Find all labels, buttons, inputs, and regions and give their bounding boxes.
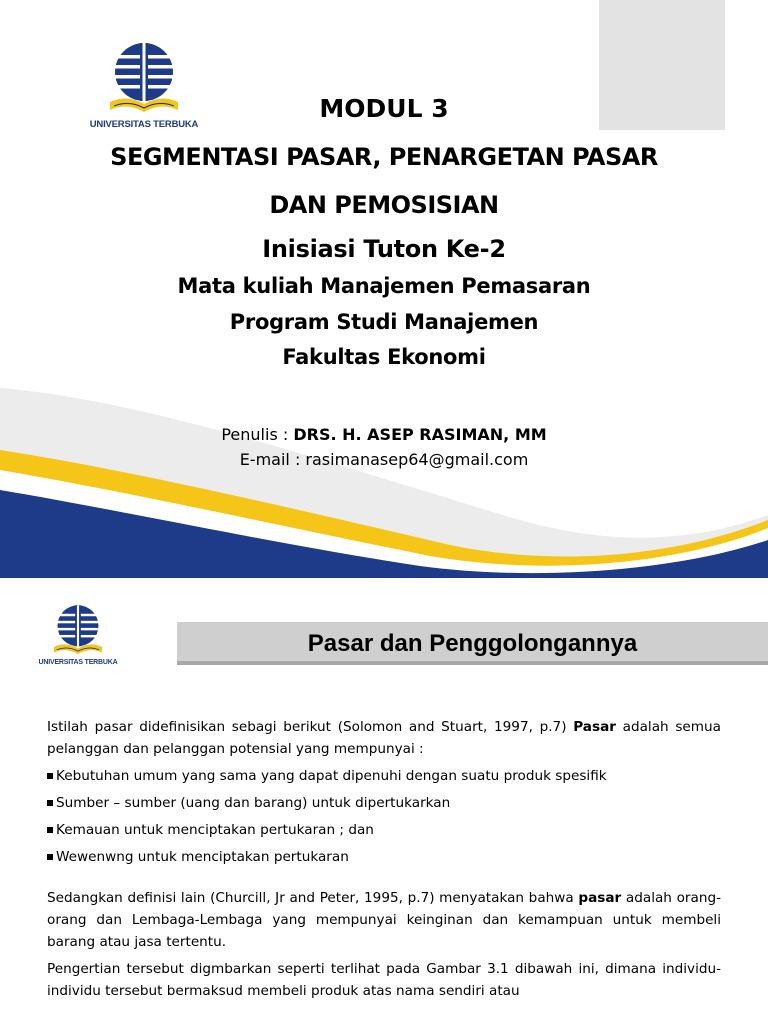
- inisiasi-label: Inisiasi Tuton Ke-2: [262, 235, 506, 263]
- list-item-text: Sumber – sumber (uang dan barang) untuk dipertukarkan: [56, 795, 451, 811]
- bullet-square-icon: [47, 827, 53, 833]
- content-slide: [0, 578, 768, 1024]
- section-header-band: [177, 622, 768, 665]
- author-email: E-mail : rasimanasep64@gmail.com: [239, 450, 529, 469]
- fakultas: Fakultas Ekonomi: [282, 345, 486, 369]
- definition-text: Sedangkan definisi lain (Churcill, Jr and Peter, 1995, p.7) menyatakan bahwa: [47, 890, 579, 906]
- logo-label: UNIVERSITAS TERBUKA: [38, 659, 118, 666]
- list-item-text: Kemauan untuk menciptakan pertukaran ; dan: [56, 822, 374, 838]
- body-text: [47, 716, 721, 1002]
- illustration-paragraph: Pengertian tersebut digmbarkan seperti terlihat pada Gambar 3.1 dibawah ini, dimana individu-individu tersebut bermaksud membeli produk atas nama sendiri atau: [47, 961, 721, 999]
- definition-keyword: pasar: [578, 890, 622, 906]
- intro-keyword: Pasar: [573, 719, 616, 735]
- author-label: Penulis :: [221, 425, 294, 444]
- globe-book-icon: [30, 600, 126, 660]
- intro-text-end: adalah semua pelanggan dan pelanggan potensial yang mempunyai :: [47, 719, 721, 757]
- author-name: DRS. H. ASEP RASIMAN, MM: [293, 425, 547, 444]
- logo-label: UNIVERSITAS TERBUKA: [89, 119, 199, 130]
- universitas-terbuka-logo-small: [30, 600, 126, 672]
- list-item: [47, 846, 721, 868]
- bullet-square-icon: [47, 773, 53, 779]
- bullet-square-icon: [47, 854, 53, 860]
- list-item-text: Wewenwng untuk menciptakan pertukaran: [56, 849, 349, 865]
- program-studi: Program Studi Manajemen: [229, 310, 539, 334]
- list-item: [47, 765, 721, 787]
- list-item-text: Kebutuhan umum yang sama yang dapat dipenuhi dengan suatu produk spesifik: [56, 768, 607, 784]
- slide-title-line1: SEGMENTASI PASAR, PENARGETAN PASAR: [110, 143, 658, 171]
- modul-number: MODUL 3: [319, 94, 449, 123]
- mata-kuliah: Mata kuliah Manajemen Pemasaran: [177, 274, 591, 298]
- section-title: Pasar dan Penggolongannya: [307, 630, 638, 657]
- list-item: [47, 819, 721, 841]
- definition-paragraph: [47, 887, 721, 953]
- intro-text: Istilah pasar didefinisikan sebagi berikut (Solomon and Stuart, 1997, p.7): [47, 719, 574, 735]
- list-item: [47, 792, 721, 814]
- slide-title-line2: DAN PEMOSISIAN: [269, 191, 499, 219]
- bullet-square-icon: [47, 800, 53, 806]
- author-line: [0, 425, 768, 444]
- intro-paragraph: [47, 716, 721, 760]
- definition-text-end: adalah orang-orang dan Lembaga-Lembaga yang mempunyai keinginan dan kemampuan untuk membeli barang atau jasa tertentu.: [47, 890, 721, 950]
